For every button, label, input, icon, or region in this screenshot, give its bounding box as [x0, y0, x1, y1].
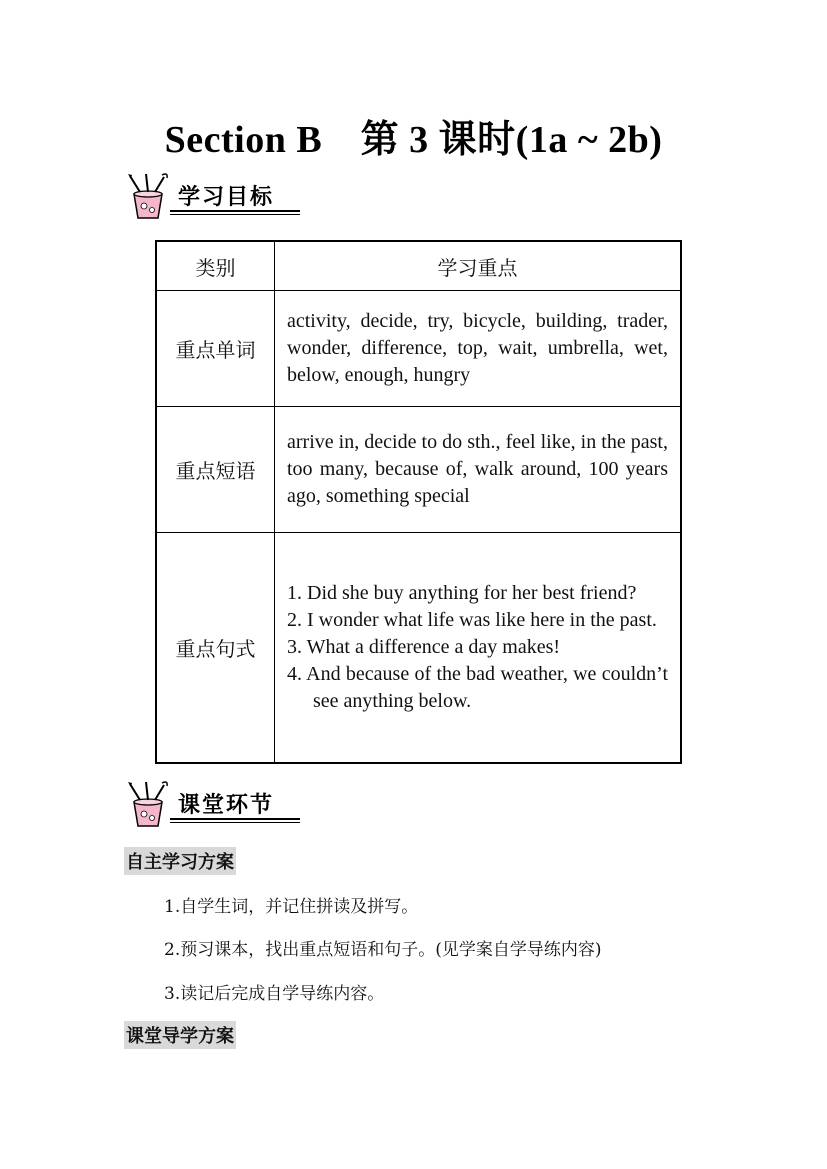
category-cell: 重点单词 [156, 291, 275, 407]
table-row [156, 291, 681, 407]
divider [170, 210, 300, 212]
divider [170, 818, 300, 820]
divider [170, 822, 300, 823]
table-row [156, 407, 681, 533]
category-cell: 重点短语 [156, 407, 275, 533]
step-item: 3.读记后完成自学导练内容。 [164, 984, 385, 1004]
step-item: 1.自学生词，并记住拼读及拼写。 [164, 897, 419, 917]
sentence-item: 1. Did she buy anything for her best friend? [287, 581, 637, 604]
page-title: Section B 第 3 课时(1a ~ 2b) [164, 119, 663, 161]
table-row [156, 533, 681, 763]
subheading-class-guide: 课堂导学方案 [124, 1021, 236, 1049]
section-header-goals [122, 172, 312, 222]
vocab-cell: activity, decide, try, bicycle, building, trader, wonder, difference, top, wait, umbrella, wet, below, enough, hungry [275, 291, 682, 407]
phrases-cell: arrive in, decide to do sth., feel like, in the past, too many, because of, walk around, 100 years ago, something special [275, 407, 682, 533]
sentences-cell [275, 533, 682, 763]
section-header-class [122, 780, 312, 830]
divider [170, 214, 300, 215]
sentence-item: 4. And because of the bad weather, we couldn’t see anything below. [287, 662, 668, 712]
table-header-row [156, 241, 681, 291]
pencil-cup-icon [122, 780, 174, 830]
goals-table [155, 240, 682, 764]
sentence-item: 3. What a difference a day makes! [287, 635, 561, 658]
section-label-goals: 学习目标 [178, 185, 275, 210]
category-cell: 重点句式 [156, 533, 275, 763]
subheading-self-study: 自主学习方案 [124, 847, 236, 875]
sentence-item: 2. I wonder what life was like here in the past. [287, 608, 657, 631]
header-category: 类别 [156, 241, 275, 291]
header-focus: 学习重点 [275, 241, 682, 291]
section-label-class: 课堂环节 [178, 793, 275, 818]
step-item: 2.预习课本，找出重点短语和句子。(见学案自学导练内容) [164, 940, 602, 960]
pencil-cup-icon [122, 172, 174, 222]
